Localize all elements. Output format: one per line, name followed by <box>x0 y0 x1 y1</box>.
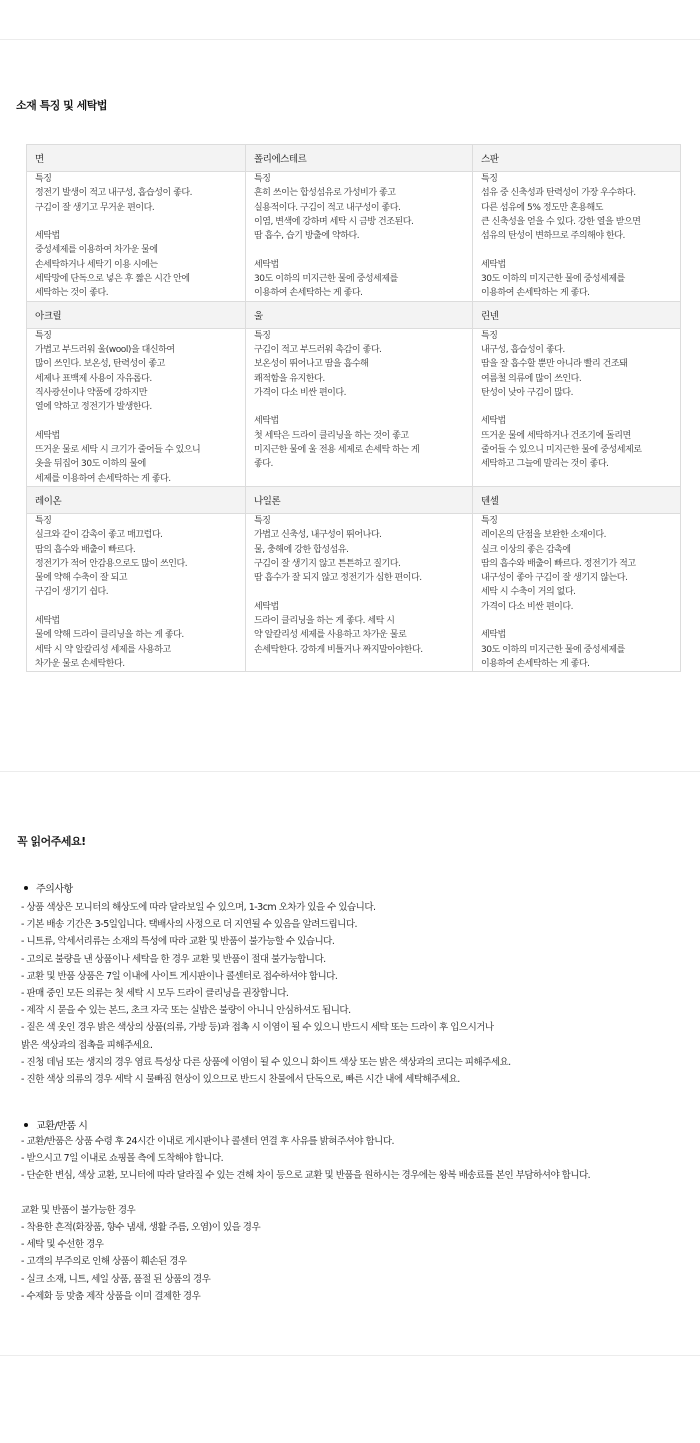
fabric-description <box>473 172 681 302</box>
fabric-description <box>27 328 246 486</box>
fabric-body-row <box>27 172 681 302</box>
notice-line: - 진한 색상 의류의 경우 세탁 시 물빠짐 현상이 있으므로 반드시 찬물에서 단독으로, 빠른 시간 내에 세탁해주세요. <box>21 1073 460 1085</box>
middle-divider <box>0 771 700 772</box>
spacer <box>35 600 237 614</box>
notice-line: - 고의로 불량을 낸 상품이나 세탁을 한 경우 교환 및 반품이 절대 불가능합니다. <box>21 953 326 965</box>
fabric-description <box>473 513 681 671</box>
fabric-text-line: 세탁 시 약 알칼리성 세제를 사용하고 <box>35 644 171 655</box>
fabric-text-line: 세탁법 <box>481 416 506 427</box>
notice-line: - 짙은 색 옷인 경우 밝은 색상의 상품(의류, 가방 등)과 접촉 시 이염이 될 수 있으니 반드시 세탁 또는 드라이 후 입으시거나 <box>21 1022 494 1034</box>
fabric-text-line: 내구성, 흡습성이 좋다. <box>481 344 565 355</box>
fabric-text-line: 특징 <box>254 330 271 341</box>
fabric-text-line: 땀의 흡수와 배출이 빠르다. 정전기가 적고 <box>481 558 636 569</box>
fabric-description <box>246 172 473 302</box>
fabric-text-line: 구김이 잘 생기고 무거운 편이다. <box>35 202 155 213</box>
fabric-text-line: 중성세제를 이용하여 차가운 물에 <box>35 245 158 256</box>
fabric-text-line: 좋다. <box>254 459 273 470</box>
notice-line: - 진청 데님 또는 생지의 경우 염료 특성상 다른 상품에 이염이 될 수 있으니 화이트 색상 또는 밝은 색상과의 코디는 피해주세요. <box>21 1056 511 1068</box>
fabric-name: 스판 <box>473 145 681 172</box>
fabric-header-row <box>27 486 681 513</box>
fabric-text-line: 세탁법 <box>481 630 506 641</box>
spacer <box>481 400 672 414</box>
fabric-text-line: 드라이 클리닝을 하는 게 좋다. 세탁 시 <box>254 616 395 627</box>
fabric-text-line: 땀의 흡수와 배출이 빠르다. <box>35 544 136 555</box>
fabric-text-line: 물, 충해에 강한 합성섬유. <box>254 544 349 555</box>
fabric-text-line: 특징 <box>35 330 52 341</box>
fabric-text-line: 이용하여 손세탁하는 게 좋다. <box>481 288 590 299</box>
fabric-text-line: 구김이 잘 생기지 않고 튼튼하고 질기다. <box>254 558 401 569</box>
caution-list <box>21 899 511 1088</box>
fabric-description <box>27 513 246 671</box>
bullet-dot-icon <box>24 886 28 890</box>
fabric-text-line: 세제나 표백제 사용이 자유롭다. <box>35 373 152 384</box>
fabric-section-title: 소재 특징 및 세탁법 <box>16 99 107 112</box>
fabric-text-line: 섬유의 탄성이 변하므로 주의해야 한다. <box>481 231 625 242</box>
fabric-text-line: 줄어들 수 있으니 미지근한 물에 중성세제로 <box>481 445 642 456</box>
fabric-text-line: 물에 약해 수축이 잘 되고 <box>35 573 128 584</box>
fabric-text-line: 물에 약해 드라이 클리닝을 하는 게 좋다. <box>35 630 184 641</box>
fabric-description <box>246 328 473 486</box>
fabric-text-line: 큰 신축성을 얻을 수 있다. 강한 열을 받으면 <box>481 216 641 227</box>
fabric-text-line: 이염, 변색에 강하며 세탁 시 금방 건조된다. <box>254 216 414 227</box>
notice-line: - 판매 중인 모든 의류는 첫 세탁 시 모두 드라이 클리닝을 권장합니다. <box>21 987 289 999</box>
fabric-name: 린넨 <box>473 301 681 328</box>
fabric-description <box>27 172 246 302</box>
fabric-text-line: 특징 <box>254 515 271 526</box>
fabric-text-line: 세탁법 <box>35 616 60 627</box>
fabric-text-line: 흔히 쓰이는 합성섬유로 가성비가 좋고 <box>254 188 396 199</box>
fabric-text-line: 세탁망에 단독으로 넣은 후 짧은 시간 안에 <box>35 274 190 285</box>
fabric-text-line: 세탁법 <box>481 259 506 270</box>
fabric-text-line: 특징 <box>481 174 498 184</box>
fabric-text-line: 특징 <box>481 515 498 526</box>
spacer <box>481 243 672 257</box>
fabric-name: 아크릴 <box>27 301 246 328</box>
fabric-text-line: 특징 <box>35 515 52 526</box>
fabric-text-line: 손세탁하거나 세탁기 이용 시에는 <box>35 259 158 270</box>
fabric-text-line: 가격이 다소 비싼 편이다. <box>254 387 347 398</box>
fabric-text-line: 손세탁한다. 강하게 비틀거나 짜지말아야한다. <box>254 644 423 655</box>
fabric-text-line: 첫 세탁은 드라이 클리닝을 하는 것이 좋고 <box>254 430 409 441</box>
notice-line: 교환 및 반품이 불가능한 경우 <box>21 1204 136 1216</box>
spacer <box>254 243 464 257</box>
fabric-text-line: 쾌적함을 유지한다. <box>254 373 325 384</box>
fabric-text-line: 차가운 물로 손세탁한다. <box>35 658 125 669</box>
fabric-body-row <box>27 513 681 671</box>
notice-line: - 착용한 흔적(화장품, 향수 냄새, 생활 주름, 오염)이 있을 경우 <box>21 1221 261 1233</box>
fabric-care-table <box>26 144 681 672</box>
notice-line: - 고객의 부주의로 인해 상품이 훼손된 경우 <box>21 1256 187 1268</box>
fabric-text-line: 뜨거운 물로 세탁 시 크기가 줄어들 수 있으니 <box>35 445 201 456</box>
fabric-text-line: 세탁법 <box>35 430 60 441</box>
fabric-text-line: 보온성이 뛰어나고 땀을 흡수해 <box>254 359 369 370</box>
fabric-description <box>246 513 473 671</box>
fabric-text-line: 정전기가 적어 안감용으로도 많이 쓰인다. <box>35 558 188 569</box>
exchange-heading <box>21 1117 87 1132</box>
caution-heading <box>21 880 73 895</box>
fabric-text-line: 약 알칼리성 세제를 사용하고 차가운 물로 <box>254 630 407 641</box>
fabric-text-line: 특징 <box>35 174 52 184</box>
fabric-name: 폴리에스테르 <box>246 145 473 172</box>
fabric-text-line: 레이온의 단점을 보완한 소재이다. <box>481 530 607 541</box>
fabric-text-line: 이용하여 손세탁하는 게 좋다. <box>254 288 363 299</box>
notice-line: - 단순한 변심, 색상 교환, 모니터에 따라 달라질 수 있는 견해 차이 등으로 교환 및 반품을 원하시는 경우에는 왕복 배송료를 본인 부담하셔야 합니다. <box>21 1170 591 1182</box>
fabric-text-line: 가볍고 신축성, 내구성이 뛰어나다. <box>254 530 382 541</box>
fabric-name: 면 <box>27 145 246 172</box>
fabric-text-line: 세탁법 <box>35 231 60 242</box>
fabric-text-line: 실크와 같이 감촉이 좋고 매끄럽다. <box>35 530 163 541</box>
spacer <box>35 215 237 229</box>
top-divider <box>0 39 700 40</box>
notice-title: 꼭 읽어주세요! <box>17 835 86 848</box>
fabric-name: 울 <box>246 301 473 328</box>
fabric-text-line: 세탁하는 것이 좋다. <box>35 288 109 299</box>
fabric-text-line: 정전기 발생이 적고 내구성, 흡습성이 좋다. <box>35 188 193 199</box>
fabric-header-row <box>27 301 681 328</box>
notice-line: - 니트류, 악세서리류는 소재의 특성에 따라 교환 및 반품이 불가능할 수 있습니다. <box>21 936 335 948</box>
fabric-text-line: 이용하여 손세탁하는 게 좋다. <box>481 658 590 669</box>
notice-line: - 상품 색상은 모니터의 해상도에 따라 달라보일 수 있으며, 1-3cm 오차가 있을 수 있습니다. <box>21 902 376 913</box>
fabric-text-line: 여름철 의류에 많이 쓰인다. <box>481 373 582 384</box>
fabric-text-line: 30도 이하의 미지근한 물에 중성세제를 <box>481 644 625 655</box>
fabric-text-line: 세탁법 <box>254 416 279 427</box>
fabric-text-line: 세제를 이용하여 손세탁하는 게 좋다. <box>35 473 171 484</box>
fabric-text-line: 가격이 다소 비싼 편이다. <box>481 601 574 612</box>
spacer <box>35 414 237 428</box>
fabric-text-line: 탄성이 낮아 구김이 많다. <box>481 387 574 398</box>
fabric-text-line: 땀 흡수가 잘 되지 않고 정전기가 심한 편이다. <box>254 573 422 584</box>
fabric-header-row <box>27 145 681 172</box>
fabric-text-line: 30도 이하의 미지근한 물에 중성세제를 <box>254 274 398 285</box>
fabric-text-line: 내구성이 좋아 구김이 잘 생기지 않는다. <box>481 573 628 584</box>
notice-line: - 실크 소재, 니트, 세일 상품, 품절 된 상품의 경우 <box>21 1273 211 1285</box>
notice-line: - 받으시고 7일 이내로 쇼핑몰 측에 도착해야 합니다. <box>21 1153 224 1165</box>
notice-line: 밝은 색상과의 접촉을 피해주세요. <box>21 1039 153 1051</box>
fabric-name: 텐셀 <box>473 486 681 513</box>
fabric-description <box>473 328 681 486</box>
fabric-text-line: 섬유 중 신축성과 탄력성이 가장 우수하다. <box>481 188 636 199</box>
fabric-text-line: 구김이 생기기 쉽다. <box>35 587 109 598</box>
notice-line: - 교환/반품은 상품 수령 후 24시간 이내로 게시판이나 콜센터 연결 후 사유를 밝혀주셔야 합니다. <box>21 1136 395 1147</box>
spacer <box>254 400 464 414</box>
fabric-text-line: 특징 <box>481 330 498 341</box>
fabric-text-line: 많이 쓰인다. 보온성, 탄력성이 좋고 <box>35 359 165 370</box>
spacer <box>254 585 464 599</box>
fabric-text-line: 미지근한 물에 울 전용 세제로 손세탁 하는 게 <box>254 445 420 456</box>
caution-heading-label: 주의사항 <box>36 884 73 895</box>
fabric-text-line: 가볍고 부드러워 울(wool)을 대신하여 <box>35 344 175 355</box>
notice-line: - 교환 및 반품 상품은 7일 이내에 사이트 게시판이나 콜센터로 접수하셔야 합니다. <box>21 970 338 982</box>
fabric-text-line: 뜨거운 물에 세탁하거나 건조기에 돌리면 <box>481 430 631 441</box>
fabric-body-row <box>27 328 681 486</box>
fabric-text-line: 세탁법 <box>254 601 279 612</box>
spacer <box>21 1185 590 1202</box>
notice-line: - 수제화 등 맞춤 제작 상품을 이미 결제한 경우 <box>21 1290 201 1302</box>
fabric-text-line: 땀 흡수, 습기 방출에 약하다. <box>254 231 360 242</box>
notice-line: - 제작 시 묻을 수 있는 본드, 초크 자국 또는 실밥은 불량이 아니니 안심하셔도 됩니다. <box>21 1005 351 1017</box>
fabric-text-line: 구김이 적고 부드러워 촉감이 좋다. <box>254 344 382 355</box>
fabric-text-line: 땀을 잘 흡수할 뿐만 아니라 빨리 건조돼 <box>481 359 628 370</box>
notice-line: - 세탁 및 수선한 경우 <box>21 1239 104 1251</box>
fabric-text-line: 실크 이상의 좋은 감촉에 <box>481 544 571 555</box>
spacer <box>481 614 672 628</box>
fabric-text-line: 세탁하고 그늘에 말리는 것이 좋다. <box>481 459 609 470</box>
fabric-text-line: 실용적이다. 구김이 적고 내구성이 좋다. <box>254 202 401 213</box>
exchange-heading-label: 교환/반품 시 <box>36 1121 88 1132</box>
bullet-dot-icon <box>24 1123 28 1127</box>
fabric-text-line: 옷을 뒤집어 30도 이하의 물에 <box>35 459 146 470</box>
fabric-text-line: 세탁 시 수축이 거의 없다. <box>481 587 576 598</box>
fabric-text-line: 직사광선이나 약품에 강하지만 <box>35 387 147 398</box>
bottom-divider <box>0 1355 700 1356</box>
exchange-list <box>21 1133 590 1305</box>
fabric-text-line: 세탁법 <box>254 259 279 270</box>
fabric-text-line: 열에 약하고 정전기가 발생한다. <box>35 402 152 413</box>
fabric-text-line: 특징 <box>254 174 271 184</box>
fabric-text-line: 30도 이하의 미지근한 물에 중성세제를 <box>481 274 625 285</box>
fabric-name: 레이온 <box>27 486 246 513</box>
notice-line: - 기본 배송 기간은 3-5일입니다. 택배사의 사정으로 더 지연될 수 있음을 알려드립니다. <box>21 919 358 931</box>
fabric-text-line: 다른 섬유에 5% 정도만 혼용해도 <box>481 202 603 213</box>
fabric-name: 나일론 <box>246 486 473 513</box>
